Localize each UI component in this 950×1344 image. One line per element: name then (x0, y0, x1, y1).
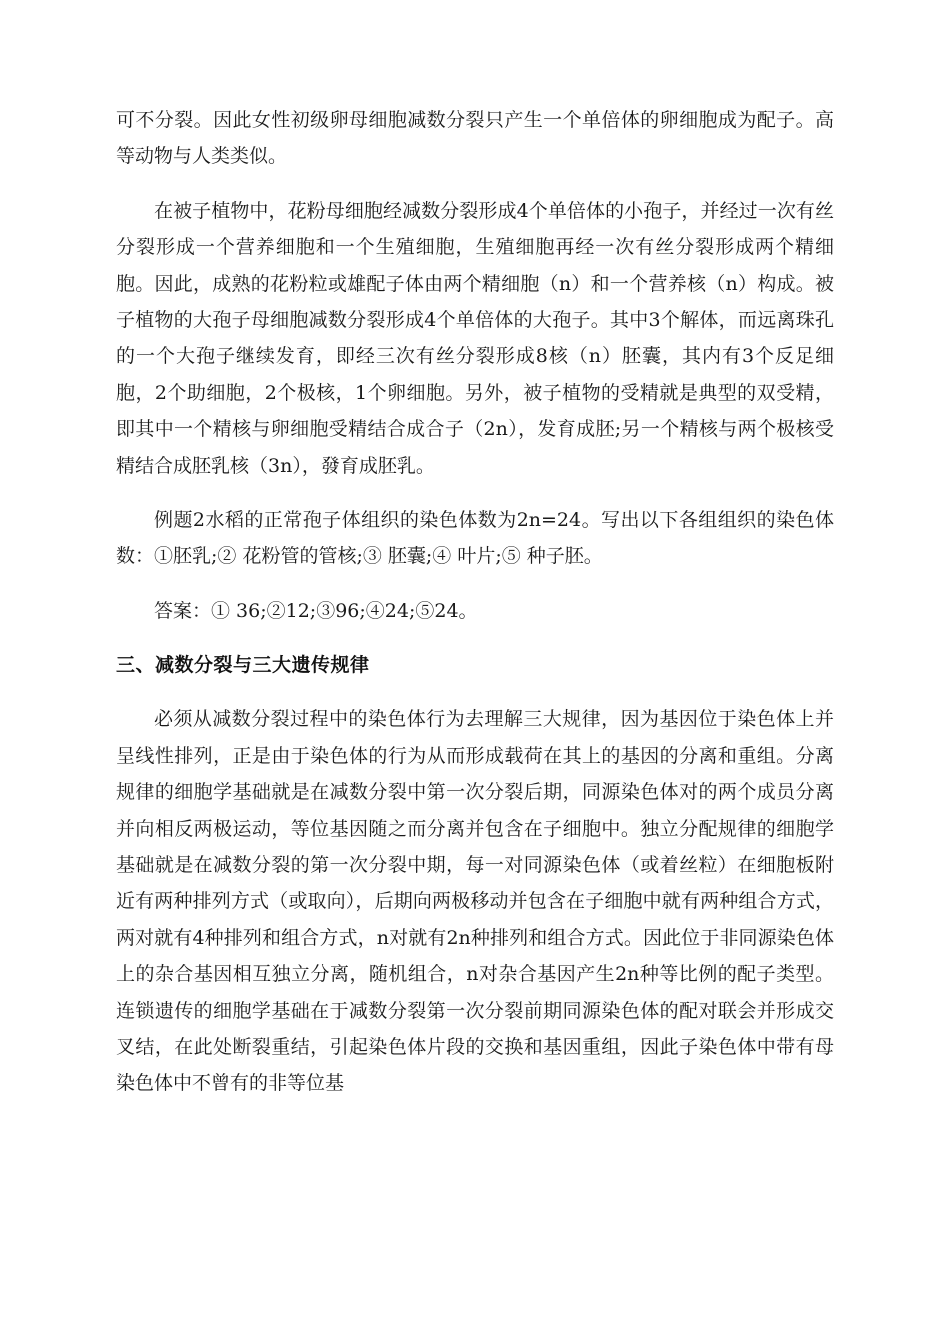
paragraph-gap (116, 484, 834, 502)
paragraph-answer: 答案：① 36;②12;③96;④24;⑤24。 (154, 599, 478, 622)
document-body (116, 102, 834, 1102)
paragraph-gap (116, 629, 834, 647)
paragraph-continuation: 可不分裂。因此女性初级卵母细胞减数分裂只产生一个单倍体的卵细胞成为配子。高等动物与人类类似。 (116, 109, 834, 168)
paragraph-gap (116, 575, 834, 593)
paragraph-example-question: 例题2水稻的正常孢子体组织的染色体数为2n=24。写出以下各组组织的染色体数：①胚乳;② 花粉管的管核;③ 胚囊;④ 叶片;⑤ 种子胚。 (116, 509, 834, 568)
paragraph-genetics-laws: 必须从减数分裂过程中的染色体行为去理解三大规律，因为基因位于染色体上并呈线性排列，正是由于染色体的行为从而形成载荷在其上的基因的分离和重组。分离规律的细胞学基础就是在减数分裂中第一次分裂后期，同源染色体对的两个成员分离并向相反两极运动，等位基因随之而分离并包含在子细胞中。独立分配规律的细胞学基础就是在减数分裂的第一次分裂中期，每一对同源染色体（或着丝粒）在细胞板附近有两种排列方式（或取向），后期向两极移动并包含在子细胞中就有两种组合方式，两对就有4种排列和组合方式，n对就有2n种排列和组合方式。因此位于非同源染色体上的杂合基因相互独立分离，随机组合，n对杂合基因产生2n种等比例的配子类型。连锁遗传的细胞学基础在于减数分裂第一次分裂前期同源染色体的配对联会并形成交叉结，在此处断裂重结，引起染色体片段的交换和基因重组，因此子染色体中带有母染色体中不曾有的非等位基 (116, 708, 834, 1095)
paragraph-angiosperm: 在被子植物中，花粉母细胞经减数分裂形成4个单倍体的小孢子，并经过一次有丝分裂形成一个营养细胞和一个生殖细胞，生殖细胞再经一次有丝分裂形成两个精细胞。因此，成熟的花粉粒或雄配子体由两个精细胞（n）和一个营养核（n）构成。被子植物的大孢子母细胞减数分裂形成4个单倍体的大孢子。其中3个解体，而远离珠孔的一个大孢子继续发育，即经三次有丝分裂形成8核（n）胚囊，其内有3个反足细胞，2个助细胞，2个极核，1个卵细胞。另外，被子植物的受精就是典型的双受精，即其中一个精核与卵细胞受精结合成合子（2n），发育成胚;另一个精核与两个极核受精结合成胚乳核（3n），發育成胚乳。 (116, 199, 834, 477)
paragraph-gap (116, 683, 834, 701)
section-heading: 三、减数分裂与三大遗传规律 (116, 654, 370, 677)
paragraph-gap (116, 175, 834, 193)
